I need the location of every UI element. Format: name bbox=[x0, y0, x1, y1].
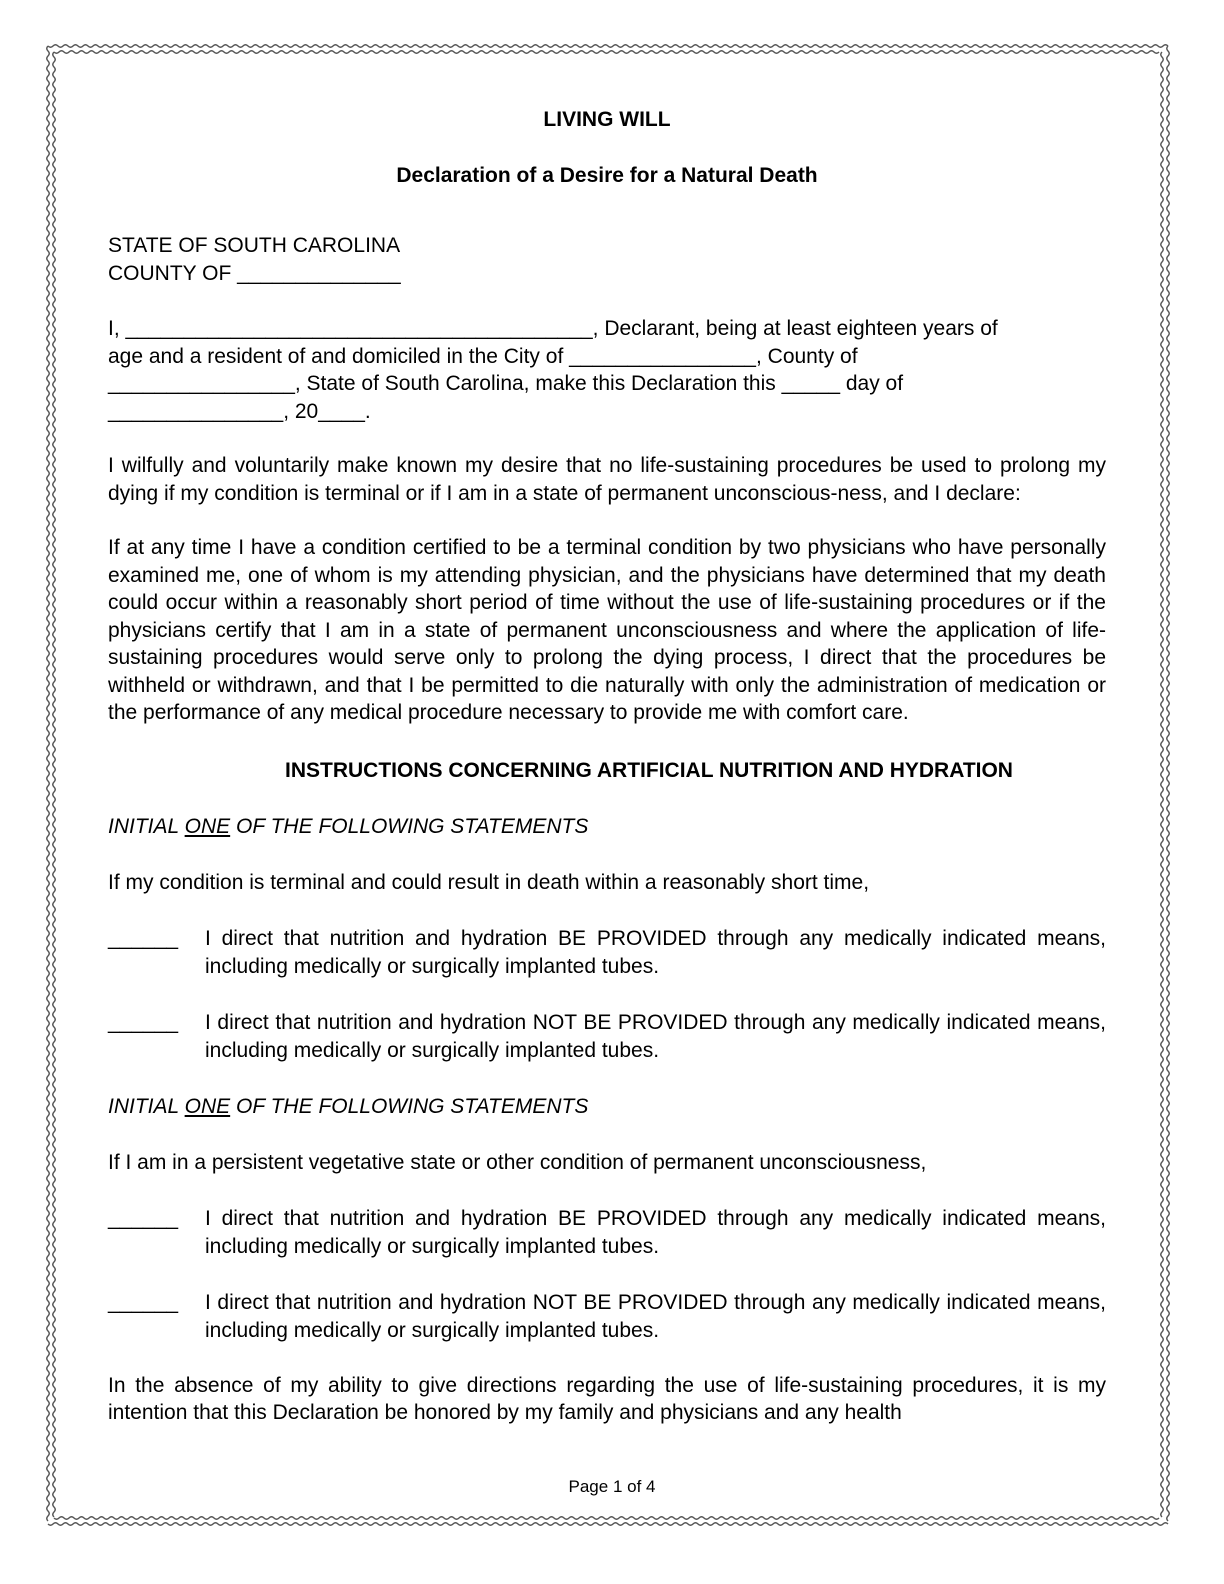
initial-one-instruction: INITIAL ONE OF THE FOLLOWING STATEMENTS bbox=[108, 814, 589, 838]
intro-line: _______________, 20____. bbox=[108, 399, 371, 423]
declarant-intro bbox=[108, 315, 1106, 425]
section-heading: INSTRUCTIONS CONCERNING ARTIFICIAL NUTRITION AND HYDRATION bbox=[285, 758, 1013, 782]
option-be-provided bbox=[108, 925, 1106, 981]
state-line: STATE OF SOUTH CAROLINA bbox=[108, 234, 401, 257]
initial-blank[interactable]: ______ bbox=[108, 1010, 179, 1034]
option-not-provided bbox=[108, 1289, 1106, 1345]
jurisdiction-block bbox=[108, 232, 1106, 287]
border-wave bbox=[1161, 52, 1164, 1517]
border-wave bbox=[48, 45, 1168, 48]
document-page bbox=[108, 106, 1106, 1427]
document-title: LIVING WILL bbox=[543, 108, 671, 131]
initial-one-instruction: INITIAL ONE OF THE FOLLOWING STATEMENTS bbox=[108, 1094, 589, 1118]
initial-blank[interactable]: ______ bbox=[108, 1206, 179, 1230]
terminal-condition-line: If my condition is terminal and could result in death within a reasonably short time, bbox=[108, 870, 870, 894]
declaration-paragraph: I wilfully and voluntarily make known my desire that no life-sustaining procedures be used to prolong my dying if my condition is terminal or if I am in a state of permanent unconscious-ness, and I declare: bbox=[108, 454, 1106, 505]
page-number: Page 1 of 4 bbox=[568, 1477, 656, 1496]
border-wave bbox=[54, 51, 1159, 54]
intro-line: age and a resident of and domiciled in the City of ________________, County of bbox=[108, 344, 858, 368]
border-wave bbox=[1167, 46, 1170, 1521]
vegetative-condition-line: If I am in a persistent vegetative state or other condition of permanent unconsciousness, bbox=[108, 1150, 927, 1174]
option-text: I direct that nutrition and hydration NOT BE PROVIDED through any medically indicated means, including medically or surgically implanted tubes. bbox=[205, 1010, 1106, 1062]
border-wave bbox=[48, 1523, 1168, 1526]
initial-blank[interactable]: ______ bbox=[108, 1290, 179, 1314]
border-wave bbox=[53, 52, 56, 1517]
option-be-provided bbox=[108, 1205, 1106, 1261]
option-text: I direct that nutrition and hydration BE PROVIDED through any medically indicated means, including medically or surgically implanted tubes. bbox=[205, 1206, 1106, 1258]
border-wave bbox=[54, 1517, 1159, 1520]
initial-blank[interactable]: ______ bbox=[108, 926, 179, 950]
option-not-provided bbox=[108, 1009, 1106, 1065]
certified-condition-paragraph: If at any time I have a condition certified to be a terminal condition by two physicians who have personally examined me, one of whom is my attending physician, and the physicians have determined that my death could occur within a reasonably short period of time without the use of life-sustaining procedures or if the physicians certify that I am in a state of permanent unconsciousness and where the application of life-sustaining procedures would serve only to prolong the dying process, I direct that the procedures be withheld or withdrawn, and that I be permitted to die naturally with only the administration of medication or the performance of any medical procedure necessary to provide me with comfort care. bbox=[108, 536, 1106, 724]
document-subtitle: Declaration of a Desire for a Natural Death bbox=[396, 164, 818, 187]
border-wave bbox=[47, 46, 50, 1521]
county-line: COUNTY OF ______________ bbox=[108, 261, 401, 285]
option-text: I direct that nutrition and hydration NOT BE PROVIDED through any medically indicated means, including medically or surgically implanted tubes. bbox=[205, 1290, 1106, 1342]
absence-paragraph: In the absence of my ability to give directions regarding the use of life-sustaining procedures, it is my intention that this Declaration be honored by my family and physicians and any health bbox=[108, 1373, 1106, 1424]
intro-line: ________________, State of South Carolina, make this Declaration this _____ day of bbox=[108, 372, 904, 395]
option-text: I direct that nutrition and hydration BE PROVIDED through any medically indicated means, including medically or surgically implanted tubes. bbox=[205, 926, 1106, 978]
intro-line: I, ________________________________________, Declarant, being at least eighteen years of bbox=[108, 317, 998, 340]
